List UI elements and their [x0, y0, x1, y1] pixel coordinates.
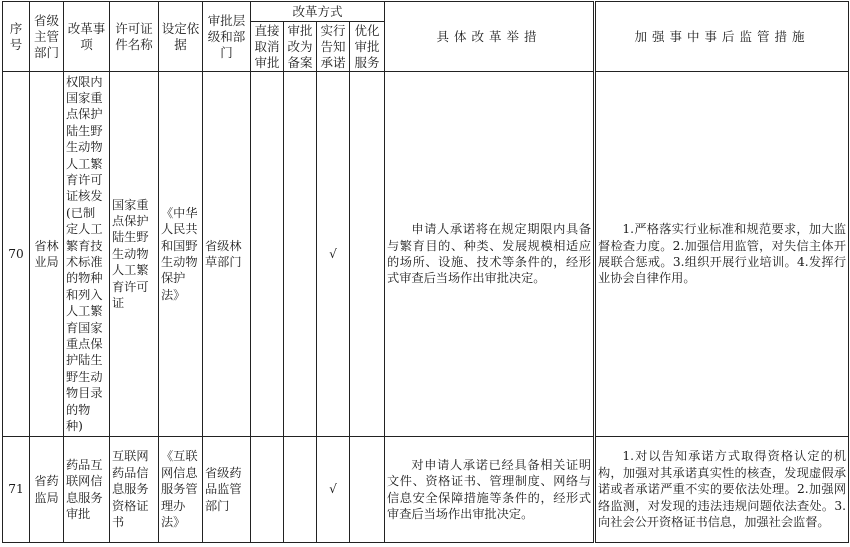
row-supervision: 1.严格落实行业标准和规范要求，加大监督检查力度。2.加强信用监管，对失信主体开展联合惩戒。3.组织开展行业培训。4.发挥行业协会自律作用。	[595, 72, 849, 437]
row-item: 药品互联网信息服务审批	[64, 437, 110, 543]
table-row	[3, 437, 849, 543]
reform-items-table	[2, 1, 849, 543]
row-dept: 省林业局	[30, 72, 64, 437]
row-license: 互联网药品信息服务资格证书	[110, 437, 159, 543]
header-item: 改革事项	[64, 2, 110, 72]
table-row	[3, 72, 849, 437]
row-seq: 70	[3, 72, 30, 437]
table-header	[3, 2, 849, 72]
header-supervision: 加强事中事后监管措施	[595, 2, 849, 72]
row-commit-check: √	[317, 437, 350, 543]
header-dept: 省级主管部门	[30, 2, 64, 72]
row-supervision: 1.对以告知承诺方式取得资格认定的机构，加强对其承诺真实性的核查，发现虚假承诺或者承诺严重不实的要依法处理。2.加强网络监测，对发现的违法违规问题依法查处。3.向社会公开资格证书信息，加强社会监督。	[595, 437, 849, 543]
header-license: 许可证件名称	[110, 2, 159, 72]
row-cancel	[251, 437, 284, 543]
header-level: 审批层级和部门	[203, 2, 251, 72]
row-level: 省级林草部门	[203, 72, 251, 437]
row-filing	[284, 437, 317, 543]
row-measures: 对申请人承诺已经具备相关证明文件、资格证书、管理制度、网络与信息安全保障措施等条件的，经形式审查后当场作出审批决定。	[385, 437, 595, 543]
row-dept: 省药监局	[30, 437, 64, 543]
row-license: 国家重点保护陆生野生动物人工繁育许可证	[110, 72, 159, 437]
row-item: 权限内国家重点保护陆生野生动物人工繁育许可证核发(已制定人工繁育技术标准的物种和列入人工繁育国家重点保护陆生野生动物目录的物种)	[64, 72, 110, 437]
row-optimize	[350, 437, 385, 543]
header-measures: 具体改革举措	[385, 2, 595, 72]
row-basis: 《中华人民共和国野生动物保护法》	[159, 72, 203, 437]
row-seq: 71	[3, 437, 30, 543]
header-basis: 设定依据	[159, 2, 203, 72]
header-reform: 改革方式	[251, 2, 385, 22]
row-optimize	[350, 72, 385, 437]
row-filing	[284, 72, 317, 437]
row-basis: 《互联网信息服务管理办法》	[159, 437, 203, 543]
header-reform-cancel: 直接取消审批	[251, 22, 284, 72]
header-reform-optimize: 优化审批服务	[350, 22, 385, 72]
row-level: 省级药品监管部门	[203, 437, 251, 543]
row-measures: 申请人承诺将在规定期限内具备与繁育目的、种类、发展规模相适应的场所、设施、技术等条件的，经形式审查后当场作出审批决定。	[385, 72, 595, 437]
row-cancel	[251, 72, 284, 437]
table-body	[3, 72, 849, 543]
header-seq: 序号	[3, 2, 30, 72]
row-commit-check: √	[317, 72, 350, 437]
header-reform-commit: 实行告知承诺	[317, 22, 350, 72]
header-reform-filing: 审批改为备案	[284, 22, 317, 72]
